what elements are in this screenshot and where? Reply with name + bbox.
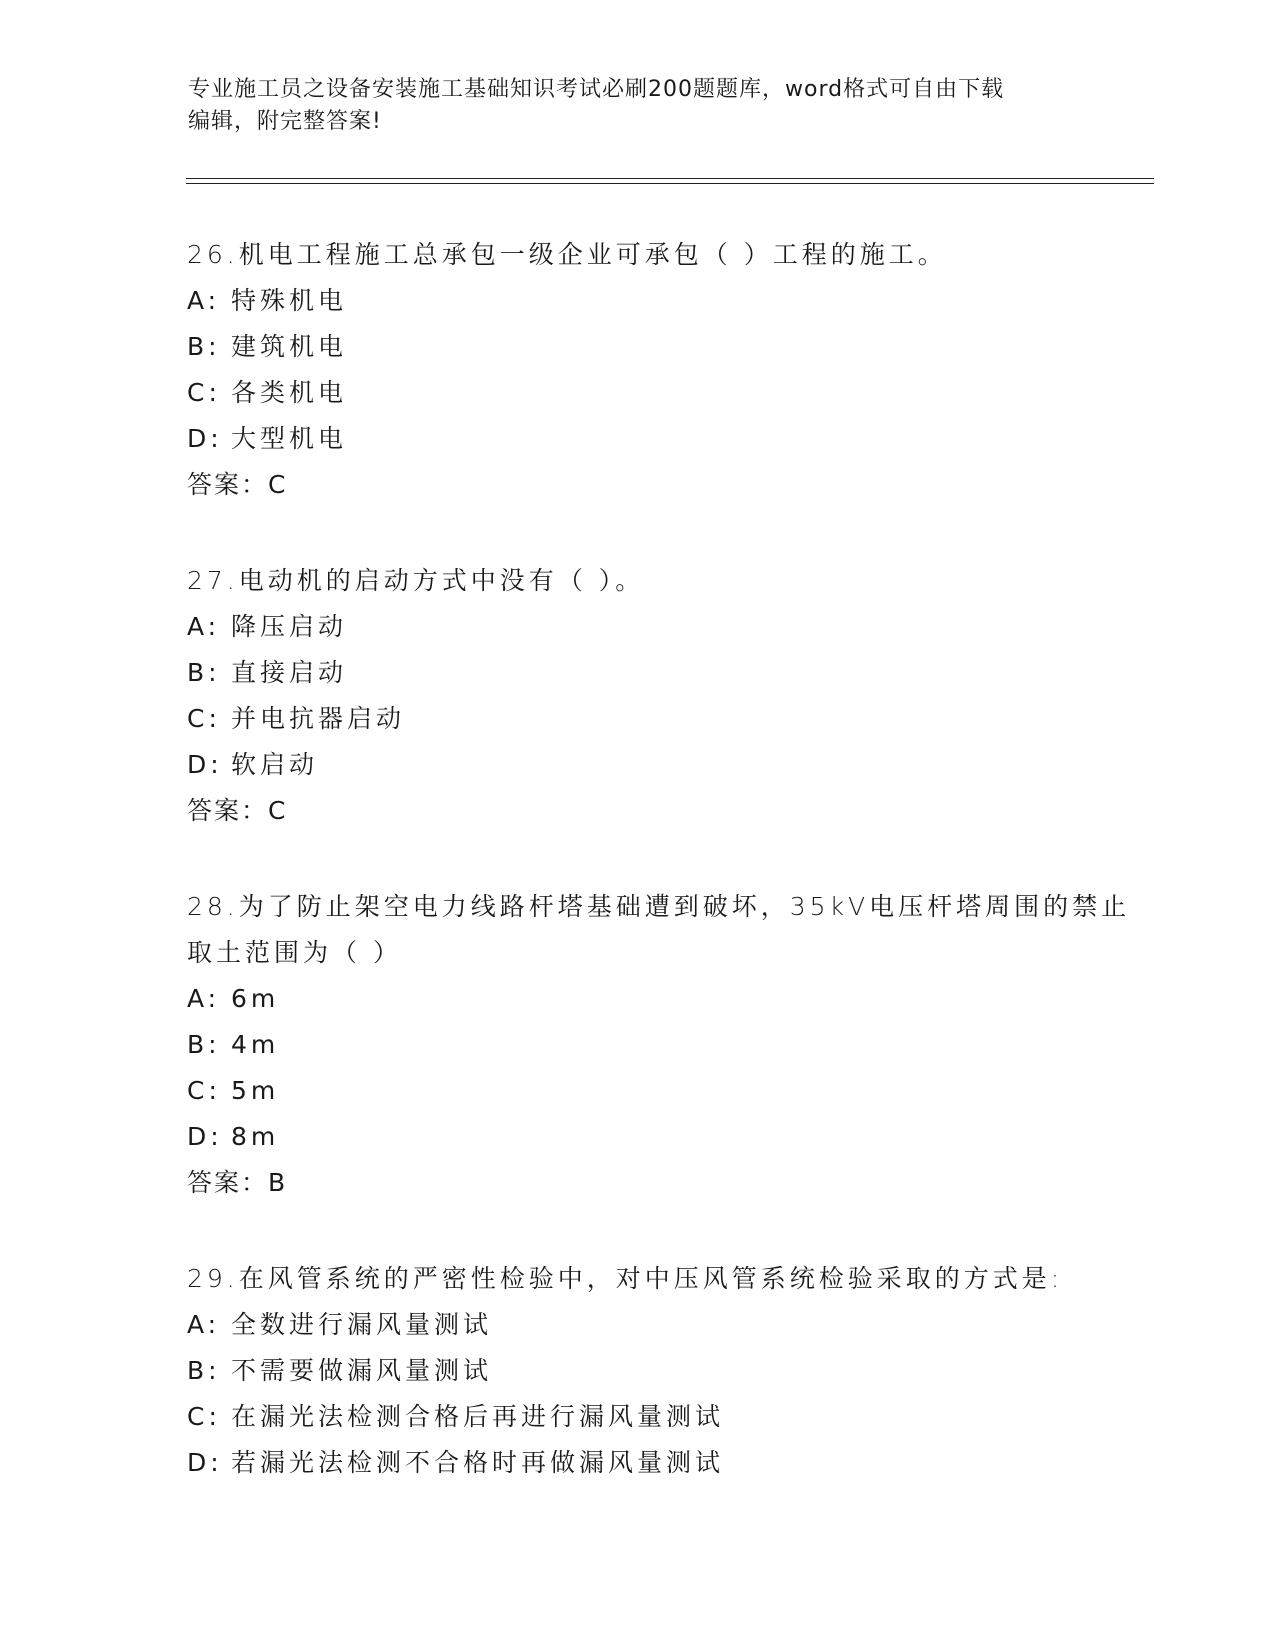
option-c <box>187 370 1137 416</box>
option-a <box>187 976 1137 1022</box>
question-29 <box>187 1256 1137 1486</box>
header-line-2: 编辑，附完整答案! <box>188 109 382 134</box>
option-key: C: <box>187 1076 221 1105</box>
option-d <box>187 742 1137 788</box>
option-c <box>187 696 1137 742</box>
option-key: D: <box>187 1122 223 1151</box>
question-stem: 28.为了防止架空电力线路杆塔基础遭到破坏，35kV电压杆塔周围的禁止取土范围为（ ） <box>187 892 1131 967</box>
option-key: C: <box>187 378 221 407</box>
option-text: 大型机电 <box>231 424 348 453</box>
option-key: D: <box>187 1448 223 1477</box>
option-text: 软启动 <box>231 750 319 779</box>
option-key: A: <box>187 286 221 315</box>
option-c <box>187 1394 1137 1440</box>
option-a <box>187 1302 1137 1348</box>
header-divider-top <box>186 178 1154 179</box>
option-text: 6m <box>231 984 280 1013</box>
option-text: 全数进行漏风量测试 <box>231 1310 493 1339</box>
option-key: B: <box>187 658 221 687</box>
option-text: 5m <box>231 1076 280 1105</box>
question-list <box>187 232 1137 1536</box>
question-stem: 26.机电工程施工总承包一级企业可承包（ ）工程的施工。 <box>187 240 947 269</box>
option-c <box>187 1068 1137 1114</box>
option-text: 特殊机电 <box>231 286 348 315</box>
option-text: 8m <box>231 1122 280 1151</box>
answer-line: 答案：B <box>187 1168 288 1197</box>
option-text: 4m <box>231 1030 280 1059</box>
option-text: 直接启动 <box>231 658 348 687</box>
answer-line: 答案：C <box>187 470 288 499</box>
option-b <box>187 1022 1137 1068</box>
question-stem: 27.电动机的启动方式中没有（ ）。 <box>187 566 645 595</box>
answer-line: 答案：C <box>187 796 288 825</box>
option-key: B: <box>187 1356 221 1385</box>
option-text: 若漏光法检测不合格时再做漏风量测试 <box>231 1448 725 1477</box>
question-stem: 29.在风管系统的严密性检验中，对中压风管系统检验采取的方式是: <box>187 1264 1064 1293</box>
option-key: A: <box>187 984 221 1013</box>
option-b <box>187 1348 1137 1394</box>
question-27 <box>187 558 1137 834</box>
option-a <box>187 604 1137 650</box>
option-text: 并电抗器启动 <box>231 704 406 733</box>
option-d <box>187 1440 1137 1486</box>
option-text: 降压启动 <box>231 612 348 641</box>
question-28 <box>187 884 1137 1206</box>
option-b <box>187 324 1137 370</box>
option-a <box>187 278 1137 324</box>
option-text: 各类机电 <box>231 378 348 407</box>
option-key: C: <box>187 704 221 733</box>
question-26 <box>187 232 1137 508</box>
option-d <box>187 1114 1137 1160</box>
option-key: A: <box>187 612 221 641</box>
document-header <box>188 74 1088 138</box>
option-d <box>187 416 1137 462</box>
option-key: D: <box>187 424 223 453</box>
option-key: B: <box>187 332 221 361</box>
option-text: 不需要做漏风量测试 <box>231 1356 493 1385</box>
option-key: D: <box>187 750 223 779</box>
option-text: 在漏光法检测合格后再进行漏风量测试 <box>231 1402 725 1431</box>
option-b <box>187 650 1137 696</box>
header-divider-bottom <box>186 183 1154 184</box>
option-key: C: <box>187 1402 221 1431</box>
option-key: B: <box>187 1030 221 1059</box>
option-key: A: <box>187 1310 221 1339</box>
option-text: 建筑机电 <box>231 332 348 361</box>
header-line-1: 专业施工员之设备安装施工基础知识考试必刷200题题库，word格式可自由下载 <box>188 77 1005 102</box>
